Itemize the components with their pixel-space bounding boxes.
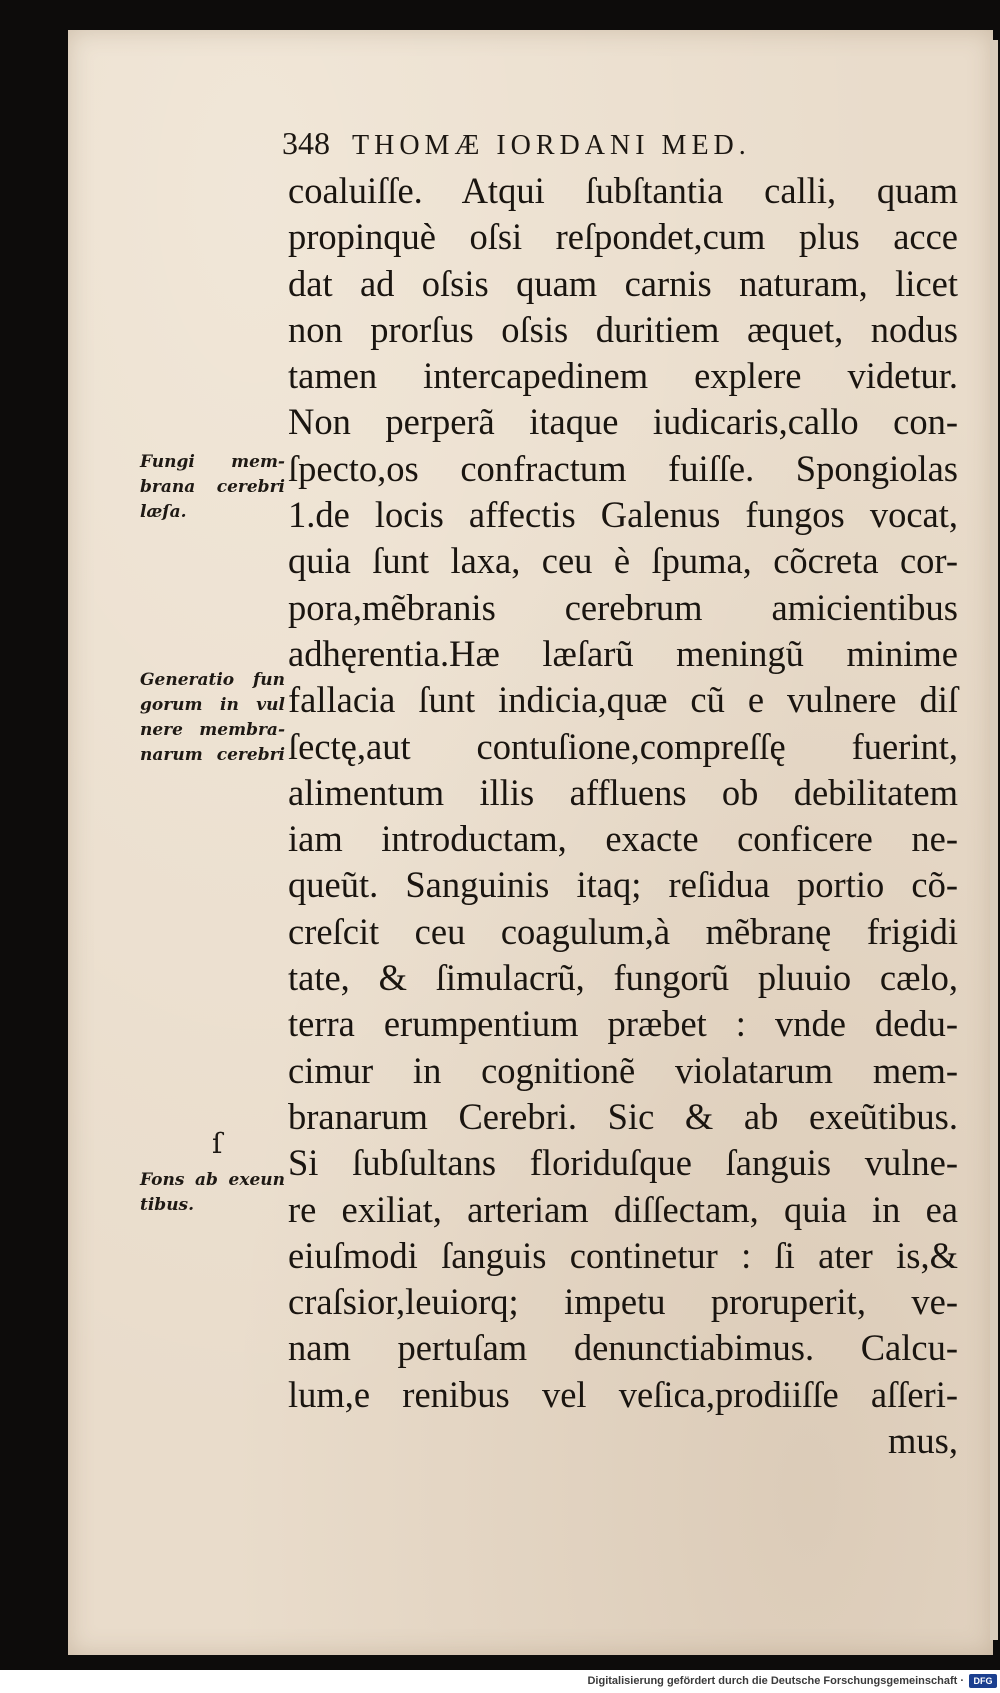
text-line: pora,mẽbranis cerebrum amicientibus [288, 586, 958, 628]
text-line: iam introductam, exacte conficere ne- [288, 818, 958, 860]
text-line: tamen intercapedinem explere videtur. [288, 355, 958, 397]
margin-note-line: Generatio fun [140, 670, 285, 690]
running-title: THOMÆ IORDANI MED. [352, 130, 751, 161]
text-line: quia ſunt laxa, ceu è ſpuma, cõcreta cor- [288, 540, 958, 582]
page-edge [990, 40, 998, 1640]
margin-note-line: nere membra- [140, 720, 285, 740]
margin-note-line: Fungi mem- [140, 452, 285, 472]
text-line: non prorſus oſsis duritiem æquet, nodus [288, 308, 958, 350]
dfg-logo: DFG [969, 1674, 997, 1688]
text-line: ſectę,aut contuſione,compreſſę fuerint, [288, 725, 958, 767]
text-line: creſcit ceu coagulum,à mẽbranę frigidi [288, 910, 958, 952]
text-line: propinquè oſsi reſpondet,cum plus acce [288, 216, 958, 258]
main-text [288, 168, 958, 1464]
margin-note-line: læſa. [140, 502, 187, 522]
funding-credit: Digitalisierung gefördert durch die Deutsche Forschungsgemeinschaft · [587, 1675, 964, 1687]
margin-note-generatio [140, 668, 285, 768]
text-line: dat ad oſsis quam carnis naturam, licet [288, 262, 958, 304]
text-line: nam pertuſam denunctiabimus. Calcu- [288, 1327, 958, 1369]
digitization-footer [0, 1672, 1000, 1693]
text-line: tate, & ſimulacrũ, fungorũ pluuio cælo, [288, 957, 958, 999]
margin-note-fons [140, 1168, 285, 1218]
text-line: cimur in cognitionẽ violatarum mem- [288, 1049, 958, 1091]
catchword: mus, [888, 1420, 958, 1462]
text-line: Si ſubſultans floriduſque ſanguis vulne- [288, 1142, 958, 1184]
text-line: 1.de locis affectis Galenus fungos vocat, [288, 494, 958, 536]
text-line: adhęrentia.Hæ læſarũ meningũ minime [288, 632, 958, 674]
text-line: queũt. Sanguinis itaq; reſidua portio cõ- [288, 864, 958, 906]
text-line: Non perperã itaque iudicaris,callo con- [288, 401, 958, 443]
text-line: alimentum illis affluens ob debilitatem [288, 771, 958, 813]
text-line: coaluiſſe. Atqui ſubſtantia calli, quam [288, 170, 958, 211]
text-line: lum,e renibus vel veſica,prodiiſſe aſſeri- [288, 1373, 958, 1415]
text-line: branarum Cerebri. Sic & ab exeũtibus. [288, 1095, 958, 1137]
margin-note-line: brana cerebri [140, 477, 285, 497]
text-line: terra erumpentium præbet : vnde dedu- [288, 1003, 958, 1045]
margin-note-line: narum cerebri [140, 745, 285, 765]
text-line: fallacia ſunt indicia,quæ cũ e vulnere diſ [288, 679, 958, 721]
margin-sigil: ſ [212, 1127, 223, 1160]
page-number: 348 [282, 125, 330, 161]
margin-note-line: tibus. [140, 1195, 195, 1215]
running-header [282, 125, 882, 165]
margin-note-line: Fons ab exeun [140, 1170, 285, 1190]
margin-note-fungi [140, 450, 285, 525]
text-line: ſpectο,os confractum fuiſſe. Spongiolas [288, 447, 958, 489]
text-line: eiuſmodi ſanguis continetur : ſi ater is,& [288, 1234, 958, 1276]
text-line: craſsior,leuiorq; impetu proruperit, ve- [288, 1281, 958, 1323]
margin-note-line: gorum in vul [140, 695, 285, 715]
text-line: re exiliat, arteriam diſſectam, quia in ea [288, 1188, 958, 1230]
